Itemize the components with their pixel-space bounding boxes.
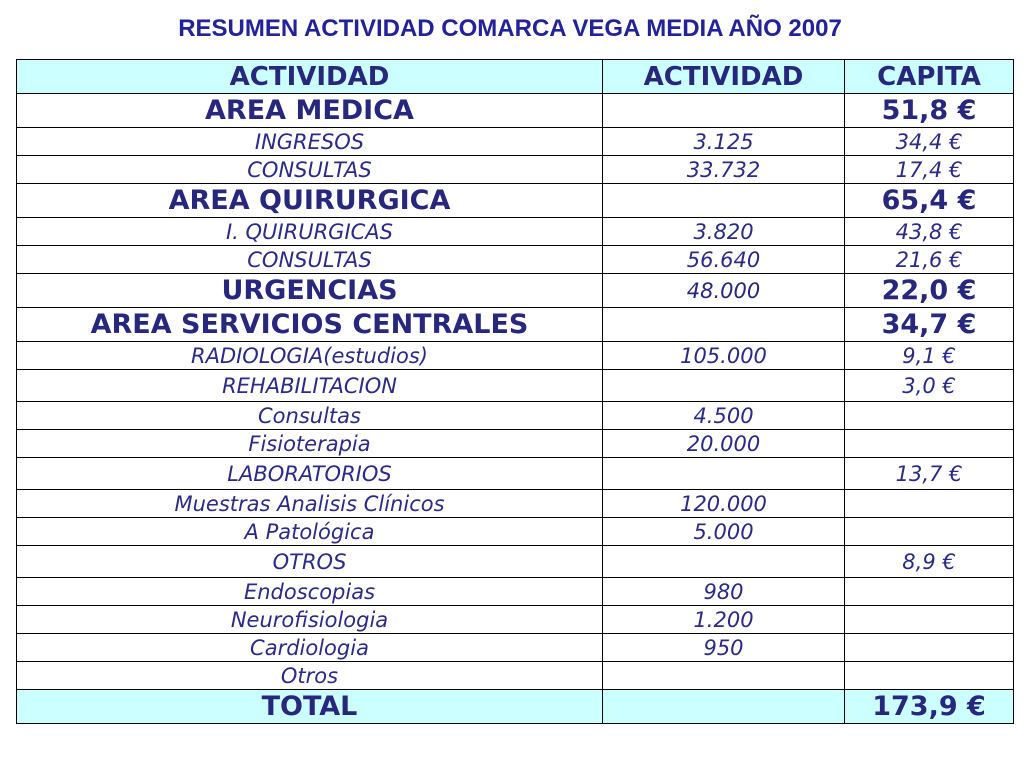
- table-row: [17, 578, 1014, 606]
- capita-cell: [845, 490, 1014, 518]
- header-capita: CAPITA: [845, 60, 1014, 94]
- capita-cell: [845, 402, 1014, 430]
- activity-count-cell: [603, 546, 845, 578]
- capita-cell: 51,8 €: [845, 94, 1014, 128]
- capita-cell: 3,0 €: [845, 370, 1014, 402]
- subsection-row: [17, 458, 1014, 490]
- capita-cell: 8,9 €: [845, 546, 1014, 578]
- header-activity-count: ACTIVIDAD: [603, 60, 845, 94]
- table-row: [17, 246, 1014, 274]
- table-row: [17, 490, 1014, 518]
- header-activity-name: ACTIVIDAD: [17, 60, 603, 94]
- capita-cell: [845, 518, 1014, 546]
- table-row: [17, 156, 1014, 184]
- activity-name-cell: CONSULTAS: [17, 156, 603, 184]
- activity-count-cell: 5.000: [603, 518, 845, 546]
- activity-count-cell: 105.000: [603, 342, 845, 370]
- table-row: [17, 342, 1014, 370]
- capita-cell: 34,4 €: [845, 128, 1014, 156]
- section-row: [17, 308, 1014, 342]
- activity-count-cell: 4.500: [603, 402, 845, 430]
- activity-name-cell: AREA MEDICA: [17, 94, 603, 128]
- table-row: [17, 518, 1014, 546]
- activity-name-cell: A Patológica: [17, 518, 603, 546]
- activity-table: [16, 59, 1014, 724]
- activity-name-cell: URGENCIAS: [17, 274, 603, 308]
- capita-cell: [845, 606, 1014, 634]
- activity-name-cell: LABORATORIOS: [17, 458, 603, 490]
- activity-name-cell: Fisioterapia: [17, 430, 603, 458]
- total-row: [17, 690, 1014, 724]
- activity-count-cell: 56.640: [603, 246, 845, 274]
- table-row: [17, 606, 1014, 634]
- activity-name-cell: RADIOLOGIA(estudios): [17, 342, 603, 370]
- table-row: [17, 662, 1014, 690]
- table-row: [17, 634, 1014, 662]
- activity-count-cell: [603, 662, 845, 690]
- activity-count-cell: [603, 458, 845, 490]
- capita-cell: [845, 430, 1014, 458]
- activity-name-cell: Otros: [17, 662, 603, 690]
- activity-count-cell: 48.000: [603, 274, 845, 308]
- table-row: [17, 430, 1014, 458]
- activity-name-cell: AREA SERVICIOS CENTRALES: [17, 308, 603, 342]
- activity-count-cell: [603, 94, 845, 128]
- activity-name-cell: Cardiologia: [17, 634, 603, 662]
- total-activity-cell: [603, 690, 845, 724]
- section-row: [17, 274, 1014, 308]
- activity-name-cell: INGRESOS: [17, 128, 603, 156]
- table-row: [17, 218, 1014, 246]
- capita-cell: 21,6 €: [845, 246, 1014, 274]
- capita-cell: 13,7 €: [845, 458, 1014, 490]
- activity-name-cell: AREA QUIRURGICA: [17, 184, 603, 218]
- activity-name-cell: OTROS: [17, 546, 603, 578]
- table-row: [17, 402, 1014, 430]
- activity-count-cell: [603, 184, 845, 218]
- capita-cell: [845, 578, 1014, 606]
- activity-count-cell: 20.000: [603, 430, 845, 458]
- capita-cell: [845, 662, 1014, 690]
- activity-count-cell: 3.125: [603, 128, 845, 156]
- activity-name-cell: REHABILITACION: [17, 370, 603, 402]
- capita-cell: 17,4 €: [845, 156, 1014, 184]
- table-row: [17, 128, 1014, 156]
- capita-cell: 34,7 €: [845, 308, 1014, 342]
- page-title: RESUMEN ACTIVIDAD COMARCA VEGA MEDIA AÑO 2007: [178, 15, 842, 42]
- activity-name-cell: Consultas: [17, 402, 603, 430]
- activity-count-cell: 1.200: [603, 606, 845, 634]
- activity-count-cell: 33.732: [603, 156, 845, 184]
- subsection-row: [17, 546, 1014, 578]
- capita-cell: 9,1 €: [845, 342, 1014, 370]
- total-capita-cell: 173,9 €: [845, 690, 1014, 724]
- total-label-cell: TOTAL: [17, 690, 603, 724]
- section-row: [17, 184, 1014, 218]
- capita-cell: 65,4 €: [845, 184, 1014, 218]
- section-row: [17, 94, 1014, 128]
- activity-count-cell: 120.000: [603, 490, 845, 518]
- activity-count-cell: 980: [603, 578, 845, 606]
- activity-name-cell: Endoscopias: [17, 578, 603, 606]
- capita-cell: 22,0 €: [845, 274, 1014, 308]
- activity-count-cell: [603, 370, 845, 402]
- table-header-row: [17, 60, 1014, 94]
- subsection-row: [17, 370, 1014, 402]
- activity-name-cell: CONSULTAS: [17, 246, 603, 274]
- activity-count-cell: 3.820: [603, 218, 845, 246]
- capita-cell: [845, 634, 1014, 662]
- activity-name-cell: Neurofisiologia: [17, 606, 603, 634]
- capita-cell: 43,8 €: [845, 218, 1014, 246]
- activity-name-cell: Muestras Analisis Clínicos: [17, 490, 603, 518]
- activity-count-cell: [603, 308, 845, 342]
- activity-name-cell: I. QUIRURGICAS: [17, 218, 603, 246]
- activity-count-cell: 950: [603, 634, 845, 662]
